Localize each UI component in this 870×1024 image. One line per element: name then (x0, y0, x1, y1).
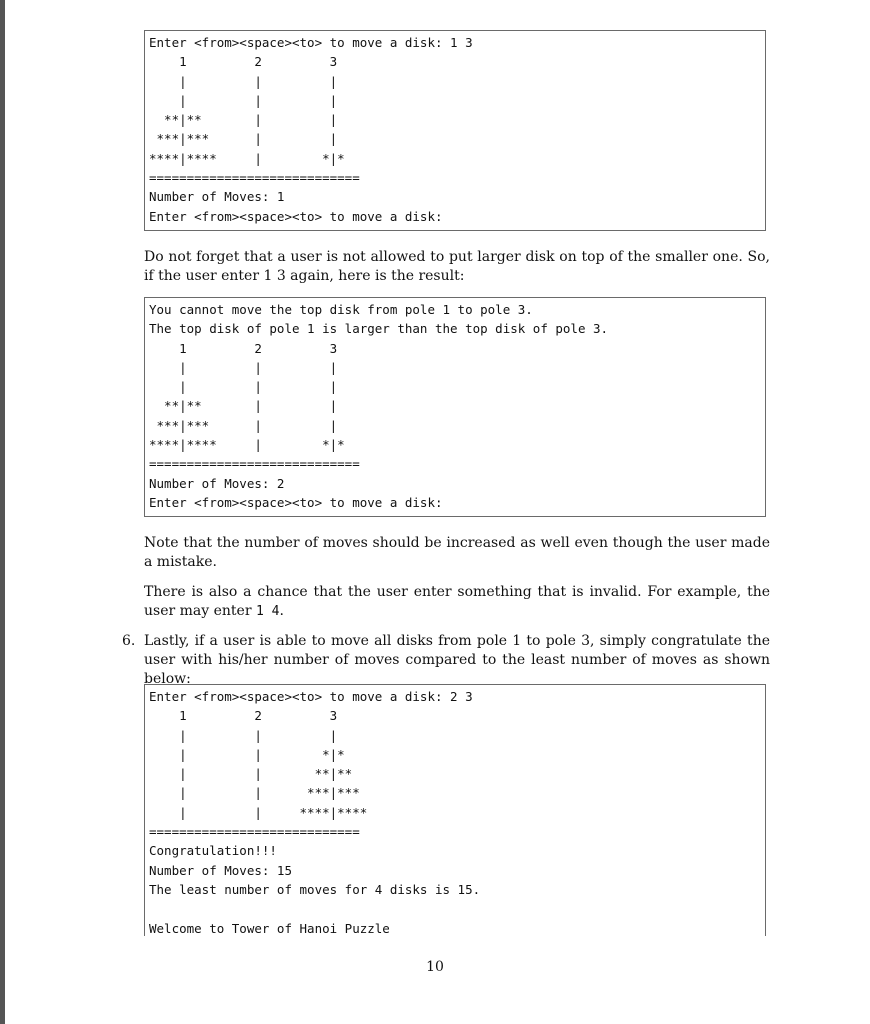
inline-code: 1 4 (255, 604, 280, 619)
console-output-invalid-move (144, 297, 766, 517)
page-number: 10 (426, 959, 444, 975)
list-item-congratulate: Lastly, if a user is able to move all disks from pole 1 to pole 3, simply congratulate the user with his/her number of moves compared to the least number of moves as shown below: (144, 633, 770, 687)
console-lines: You cannot move the top disk from pole 1 to pole 3. The top disk of pole 1 is larger than the top disk of pole 3. 1 2 3 | | | | | | **|** | | ***|*** | | ****|**** | *|* ============================ Number of Moves: 2 Enter <from><space><to> to move a disk: (149, 302, 609, 510)
console-lines: Enter <from><space><to> to move a disk: 2 3 1 2 3 | | | | | *|* | | **|** | | ***|*** | | ****|**** ============================ Congratulation!!! Number of Moves: 15 The least number of moves for 4 disks is 15. Welcome to Tower of Hanoi Puzzle (149, 689, 481, 936)
console-lines: Enter <from><space><to> to move a disk: 1 3 1 2 3 | | | | | | **|** | | ***|*** | | ****|**** | *|* ============================ Number of Moves: 1 Enter <from><space><to> to move a disk: (149, 35, 473, 224)
console-output-win (144, 684, 766, 936)
list-item-number: 6. (122, 633, 136, 649)
paragraph-moves-increase: Note that the number of moves should be increased as well even though the user made a mistake. (144, 535, 770, 570)
window-edge (0, 0, 5, 1024)
paragraph-invalid-input: There is also a chance that the user enter something that is invalid. For example, the user may enter 1 4. (144, 584, 770, 619)
console-output-move-1 (144, 30, 766, 231)
paragraph-larger-disk-rule: Do not forget that a user is not allowed to put larger disk on top of the smaller one. So, if the user enter 1 3 again, here is the result: (144, 249, 770, 284)
